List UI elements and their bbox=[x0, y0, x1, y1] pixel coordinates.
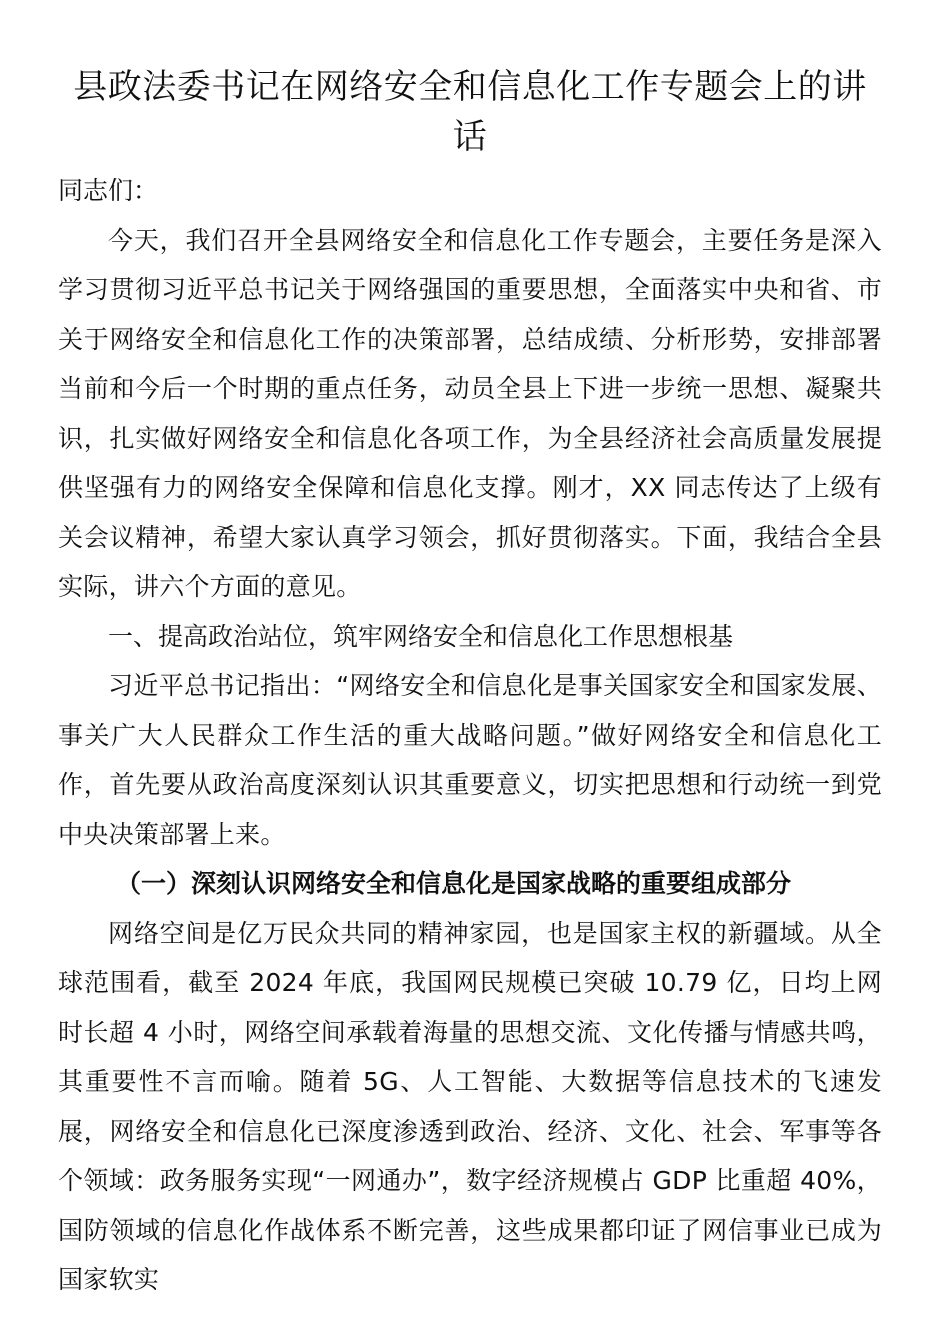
section-1-heading: 一、提高政治站位，筑牢网络安全和信息化工作思想根基 bbox=[108, 621, 734, 651]
intro-paragraph: 今天，我们召开全县网络安全和信息化工作专题会，主要任务是深入学习贯彻习近平总书记关于网络强国的重要思想，全面落实中央和省、市关于网络安全和信息化工作的决策部署，总结成绩、分析形势，安排部署当前和今后一个时期的重点任务，动员全县上下进一步统一思想、凝聚共识，扎实做好网络安全和信息化各项工作，为全县经济社会高质量发展提供坚强有力的网络安全保障和信息化支撑。刚才，XX 同志传达了上级有关会议精神，希望大家认真学习领会，抓好贯彻落实。下面，我结合全县实际，讲六个方面的意见。 bbox=[58, 225, 882, 601]
subsection-1-paragraph: 网络空间是亿万民众共同的精神家园，也是国家主权的新疆域。从全球范围看，截至 2024 年底，我国网民规模已突破 10.79 亿，日均上网时长超 4 小时，网络空间承载着海量的思想交流、文化传播与情感共鸣，其重要性不言而喻。随着 5G、人工智能、大数据等信息技术的飞速发展，网络安全和信息化已深度渗透到政治、经济、文化、社会、军事等各个领域：政务服务实现“一网通办”，数字经济规模占 GDP 比重超 40%，国防领域的信息化作战体系不断完善，这些成果都印证了网信事业已成为国家软实 bbox=[58, 918, 882, 1294]
salutation: 同志们： bbox=[58, 176, 159, 205]
document-title: 县政法委书记在网络安全和信息化工作专题会上的讲话 bbox=[73, 67, 867, 157]
subsection-1-heading: （一）深刻认识网络安全和信息化是国家战略的重要组成部分 bbox=[116, 869, 792, 898]
section-1-paragraph: 习近平总书记指出：“网络安全和信息化是事关国家安全和国家发展、事关广大人民群众工作生活的重大战略问题。”做好网络安全和信息化工作，首先要从政治高度深刻认识其重要意义，切实把思想和行动统一到党中央决策部署上来。 bbox=[58, 671, 882, 849]
